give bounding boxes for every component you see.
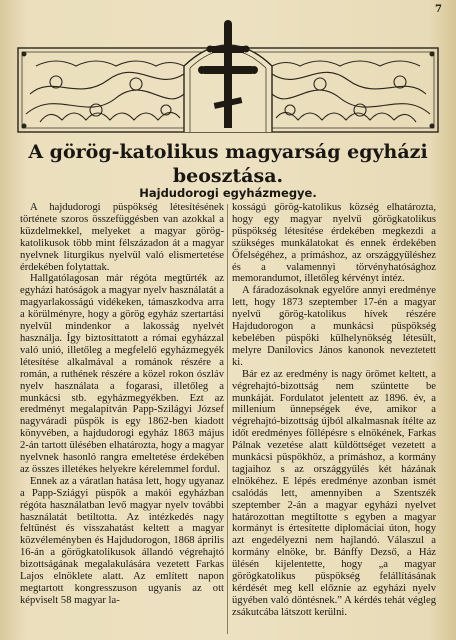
page-number: 7 [435,4,442,15]
paragraph: Bár ez az eredmény is nagy örömet keltett, a végrehajtó-bizottság nem szüntette be munkáját. Fordulatot jelentett az 1896. év, a millenium ünnepségek éve, amikor a végrehajtó-bizottság újból alkalmasnak ítélte az időt eredményes föllépésre s elnökének, Farkas Pálnak vezetése alatt küldöttséget vezetett a munkácsi püspökhöz, a prímáshoz, a kormány tagjaihoz s az országgyűlés két házának elnökéhez. E lépés eredménye azonban ismét csalódás lett, amennyiben a Szentszék szeptember 2-án a magyar egyházi nyelvet határozottan megtiltotte s egyben a magyar kormányt is értesítette diplomáciai úton, hogy azt engedélyezni nem hajlandó. Válaszul a kormány elnöke, br. Bánffy Dezső, a Ház ülésén kijelentette, hogy „a magyar görögkatolikus püspökség felállításának kérdését meg kell előznie az egyházi nyelv ügyében való döntésnek.” A kérdés tehát végleg zsákutcába látszott kerülni. [232,368,436,618]
paragraph: Ennek az a váratlan hatása lett, hogy ugyanaz a Papp-Sziágyi püspök a makói egyházban régóta használatban levő magyar nyelv további használatát betiltotta. Az intézkedés nagy feltűnést és visszahatást keltett a magyar közvéleményben és Hajdudorogon, 1868 április 16-án a görögkatolikusok állandó végrehajtó bizottságának megalakulására vezetett Farkas Lajos elnöklete alatt. Az említett napon megtartott kongresszuson ugyanis az ott képviselt 58 magyar la- [20,475,224,606]
article-subtitle: Hajdudorogi egyházmegye. [139,186,317,200]
ornamental-header [16,18,440,138]
left-column [20,202,224,638]
paragraph: Hallgatólagosan már régóta megtűrték az egyházi hatóságok a magyar nyelv használatát a magyarlakosságú vidékeken, támaszkodva arra a körülményre, hogy a görög egyház szertartási nyelvül mindenkor a lakosság nyelvét használja. Így biztosíttatott a római egyházzal való unió, illetőleg a megfelelő egyházmegyék létesítése alkalmával a románok részére a román, a ruthének részére a közel rokon ószláv nyelv használata a fogarasi, illetőleg a munkácsi stb. egyházmegyékben. Ezt az eredményt megalapítván Papp-Szilágyi József nagyváradi püspök is egy 1862-ben kiadott könyvében, a hajdudorogi egyház 1863 május 2-án tartott ülésében elhatározta, hogy a magyar nyelvnek hasonló rangra emeltetése érdekében az összes illetékes helyekre kérelemmel fordul. [20,273,224,475]
article-title: A görög-katolikus magyarság egyházi beosztása. [28,141,428,187]
paragraph: A hajdudorogi püspökség létesítésének története szoros összefüggésben van azokkal a küzdelmekkel, melyeket a magyar görög-katolikusok több mint félszázadon át a magyar nyelvnek liturgikus nyelvül való elismertetése érdekében folytattak. [20,202,224,273]
right-column [232,202,436,638]
paragraph: A fáradozásoknak egyelőre annyi eredménye lett, hogy 1873 szeptember 17-én a magyar nyelvű görög-katolikus hívek részére Hajdudorogon a munkácsi püspökség kebelében püspöki külhelynökség létesült, melyre Danilovics János kanonok neveztetett ki. [232,285,436,368]
paragraph: kosságú görög-katolikus község elhatározta, hogy egy magyar nyelvű görögkatolikus püspökség létesítése érdekében megkezdi a szükséges munkálatokat és ennek érdekében Őfelségéhez, a prímáshoz, az országgyűléshez és a valamennyi törvényhatósághoz memorandumot, illetőleg kérvényt intéz. [232,202,436,285]
column-divider [227,204,228,634]
